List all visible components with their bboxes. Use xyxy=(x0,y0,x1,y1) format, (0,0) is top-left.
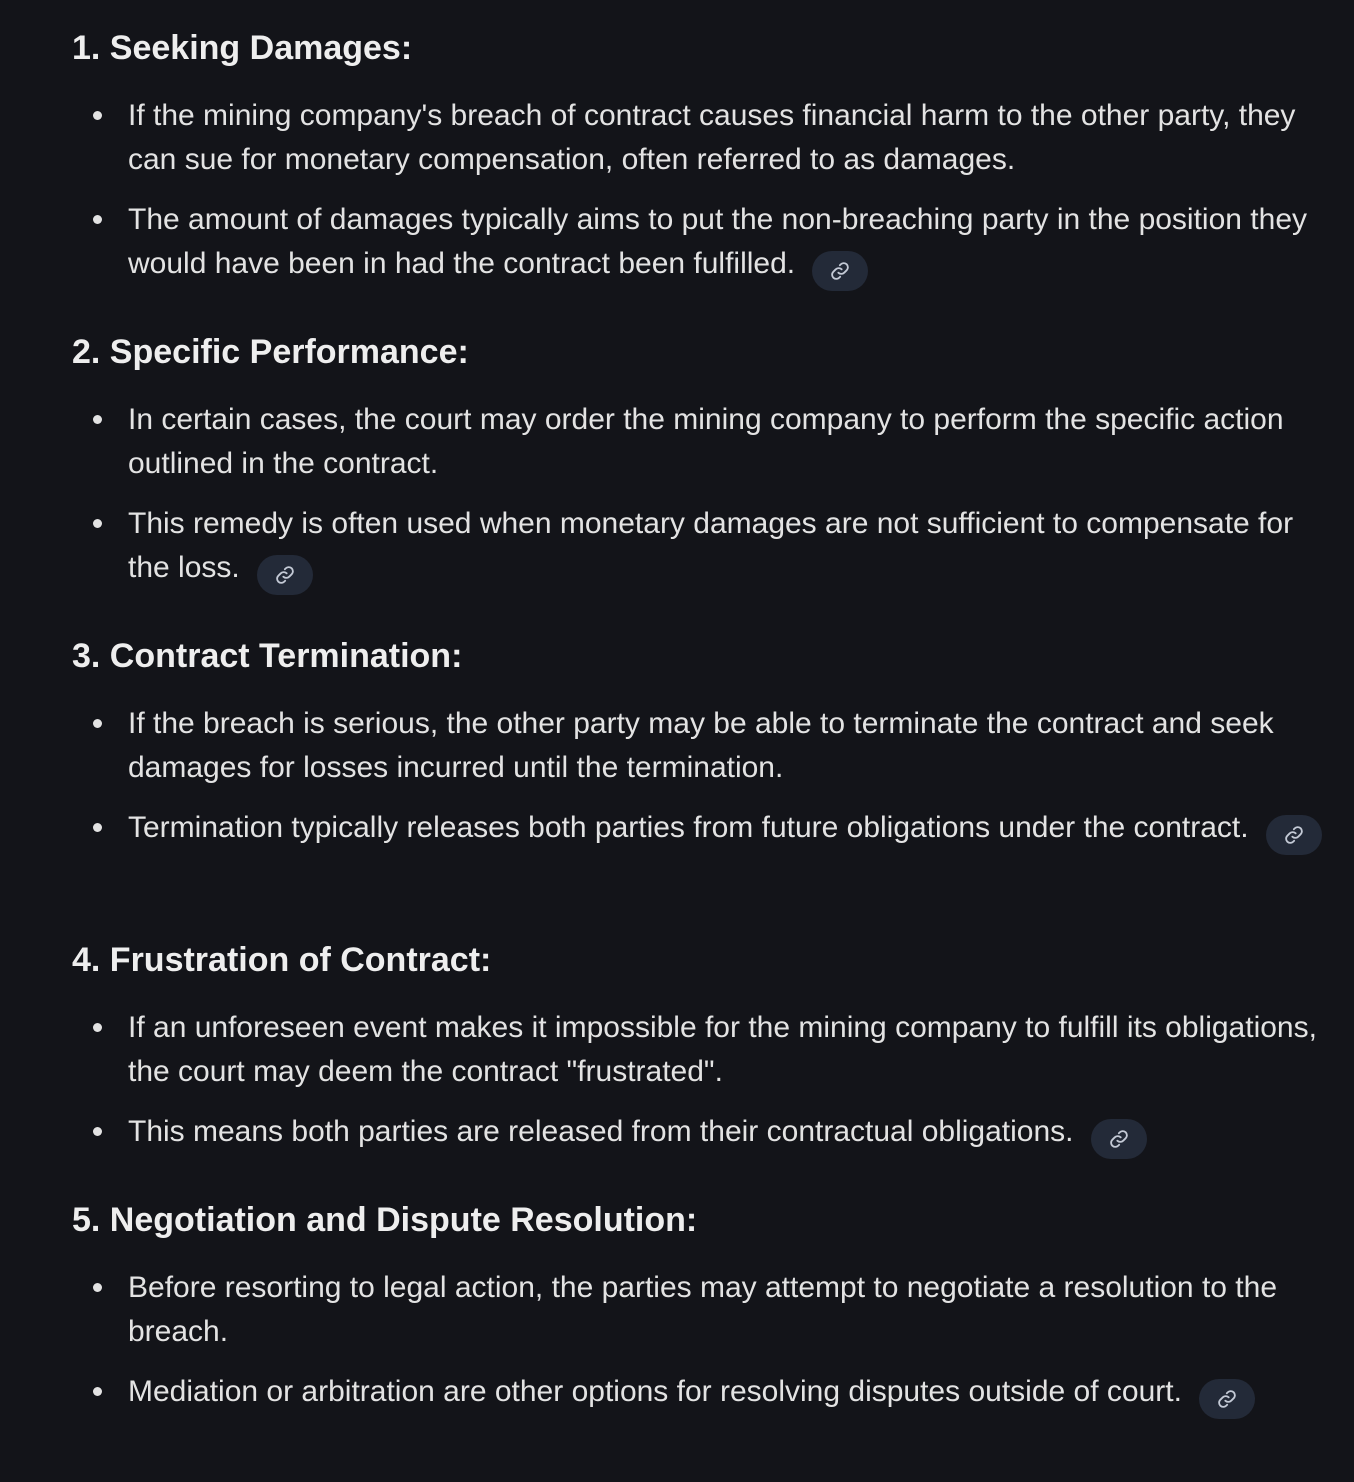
bullet-dot xyxy=(93,1127,102,1136)
bullet-dot xyxy=(93,415,102,424)
list-item xyxy=(128,94,1338,182)
bullet-text: If an unforeseen event makes it impossible for the mining company to fulfill its obligations, the court may deem the contract "frustrated". xyxy=(128,1011,1317,1088)
bullet-text: This means both parties are released from their contractual obligations. xyxy=(128,1115,1074,1148)
bullet-dot xyxy=(93,719,102,728)
list-item xyxy=(128,1370,1338,1419)
bullet-dot xyxy=(93,519,102,528)
link-icon xyxy=(1284,825,1304,845)
bullet-text: Before resorting to legal action, the parties may attempt to negotiate a resolution to the breach. xyxy=(128,1271,1278,1348)
source-link-button[interactable] xyxy=(1091,1119,1147,1159)
bullet-text: Mediation or arbitration are other options for resolving disputes outside of court. xyxy=(128,1375,1182,1408)
bullet-dot xyxy=(93,111,102,120)
bullet-text: Termination typically releases both parties from future obligations under the contract. xyxy=(128,811,1249,844)
source-link-button[interactable] xyxy=(257,555,313,595)
bullet-dot xyxy=(93,1387,102,1396)
link-icon xyxy=(1109,1129,1129,1149)
bullet-text: The amount of damages typically aims to put the non-breaching party in the position they would have been in had the contract been fulfilled. xyxy=(128,203,1308,280)
section-heading-frustration-of-contract: 4. Frustration of Contract: xyxy=(72,941,492,979)
list-item xyxy=(128,806,1338,855)
list-item xyxy=(128,398,1338,486)
source-link-button[interactable] xyxy=(1266,815,1322,855)
source-link-button[interactable] xyxy=(812,251,868,291)
list-item xyxy=(128,1110,1338,1159)
section-heading-seeking-damages: 1. Seeking Damages: xyxy=(72,29,413,67)
list-item xyxy=(128,198,1338,291)
bullet-dot xyxy=(93,823,102,832)
bullet-dot xyxy=(93,215,102,224)
section-heading-contract-termination: 3. Contract Termination: xyxy=(72,637,463,675)
link-icon xyxy=(830,261,850,281)
bullet-dot xyxy=(93,1283,102,1292)
section-heading-specific-performance: 2. Specific Performance: xyxy=(72,333,469,371)
bullet-text: In certain cases, the court may order the mining company to perform the specific action outlined in the contract. xyxy=(128,403,1284,480)
link-icon xyxy=(1217,1389,1237,1409)
bullet-dot xyxy=(93,1023,102,1032)
section-heading-negotiation-and-dispute-resolution: 5. Negotiation and Dispute Resolution: xyxy=(72,1201,698,1239)
link-icon xyxy=(275,565,295,585)
bullet-text: If the mining company's breach of contract causes financial harm to the other party, they can sue for monetary compensation, often referred to as damages. xyxy=(128,99,1296,176)
list-item xyxy=(128,502,1338,595)
list-item xyxy=(128,1006,1338,1094)
source-link-button[interactable] xyxy=(1199,1379,1255,1419)
list-item xyxy=(128,1266,1338,1354)
bullet-text: If the breach is serious, the other party may be able to terminate the contract and seek damages for losses incurred until the termination. xyxy=(128,707,1274,784)
bullet-text: This remedy is often used when monetary damages are not sufficient to compensate for the loss. xyxy=(128,507,1294,584)
list-item xyxy=(128,702,1338,790)
